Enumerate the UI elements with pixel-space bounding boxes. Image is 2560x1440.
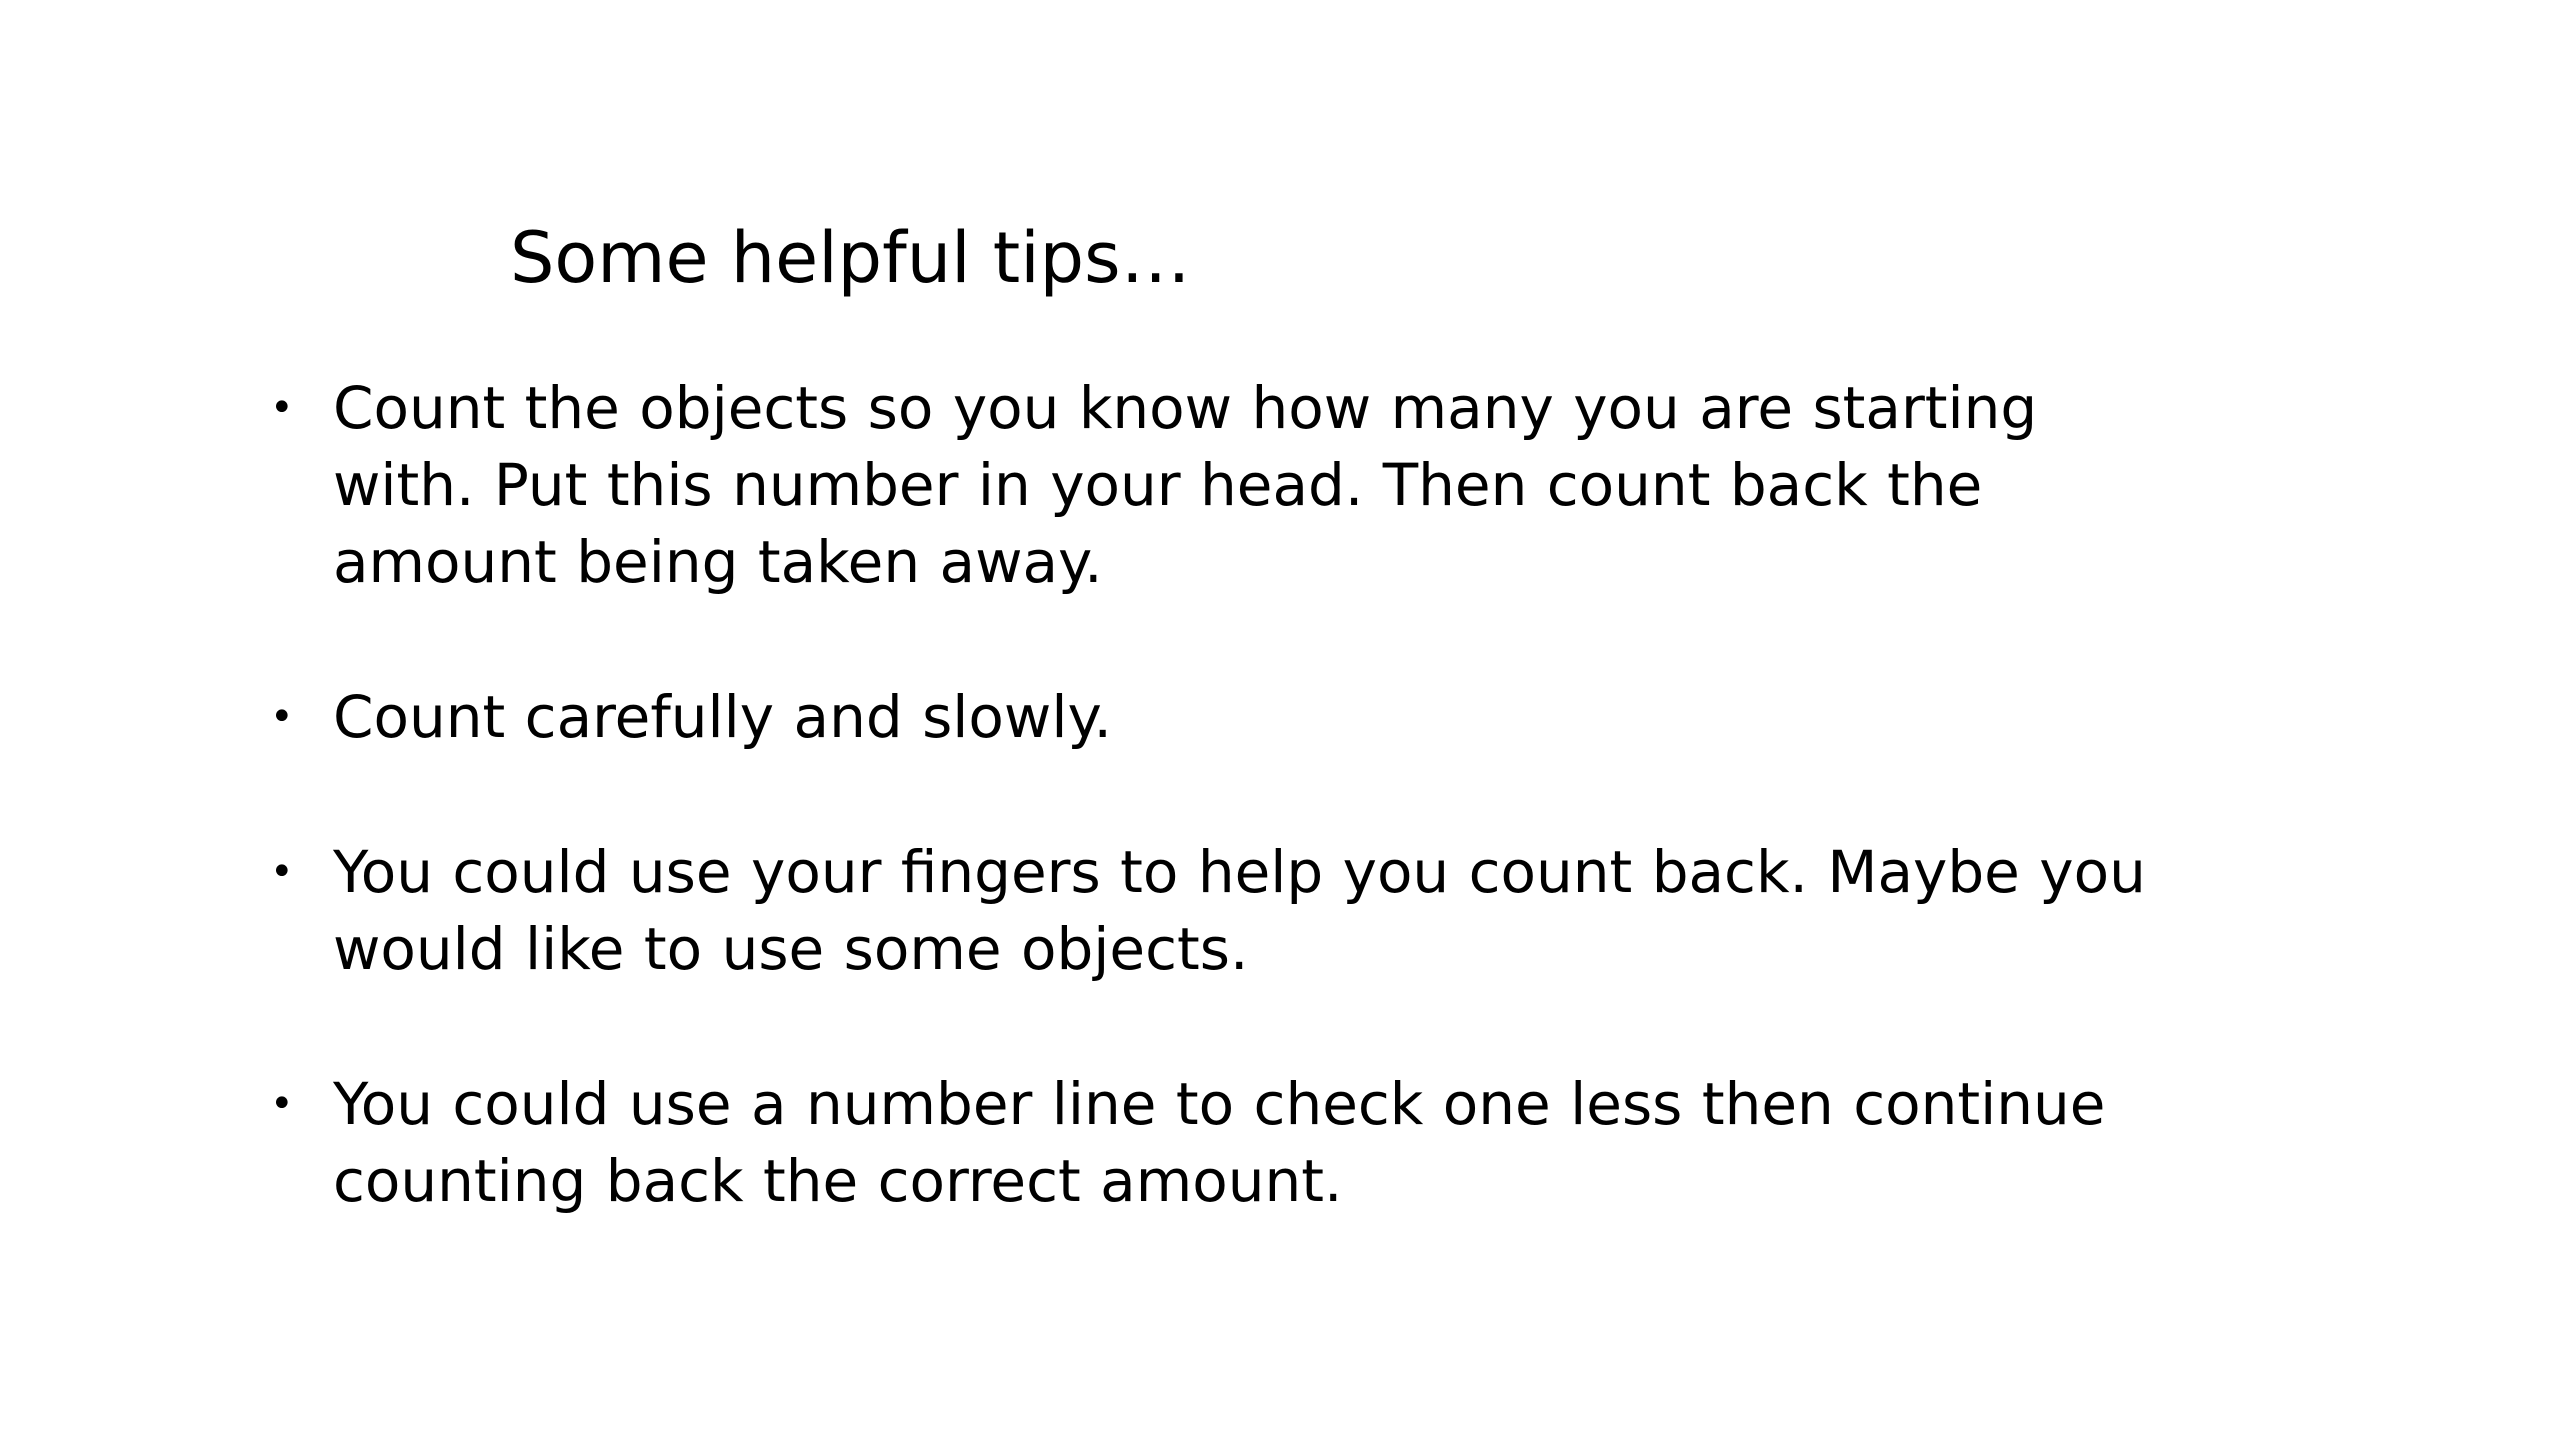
tip-text: Count carefully and slowly. xyxy=(333,683,1112,751)
tip-item xyxy=(270,679,2170,756)
tip-text: You could use your fingers to help you count back. Maybe you would like to use some objects. xyxy=(333,838,2146,983)
tip-text: You could use a number line to check one less then continue counting back the correct amount. xyxy=(333,1070,2106,1215)
tip-text: Count the objects so you know how many you are starting with. Put this number in your head. Then count back the amount being taken away. xyxy=(333,374,2038,596)
tip-item xyxy=(270,1066,2170,1220)
tip-item xyxy=(270,834,2170,988)
bullet-icon: • xyxy=(270,1081,294,1127)
bullet-icon: • xyxy=(270,849,294,895)
tips-list xyxy=(270,370,2170,1298)
tip-item xyxy=(270,370,2170,601)
bullet-icon: • xyxy=(270,385,294,431)
slide-title: Some helpful tips… xyxy=(510,217,1191,299)
bullet-icon: • xyxy=(270,694,294,740)
